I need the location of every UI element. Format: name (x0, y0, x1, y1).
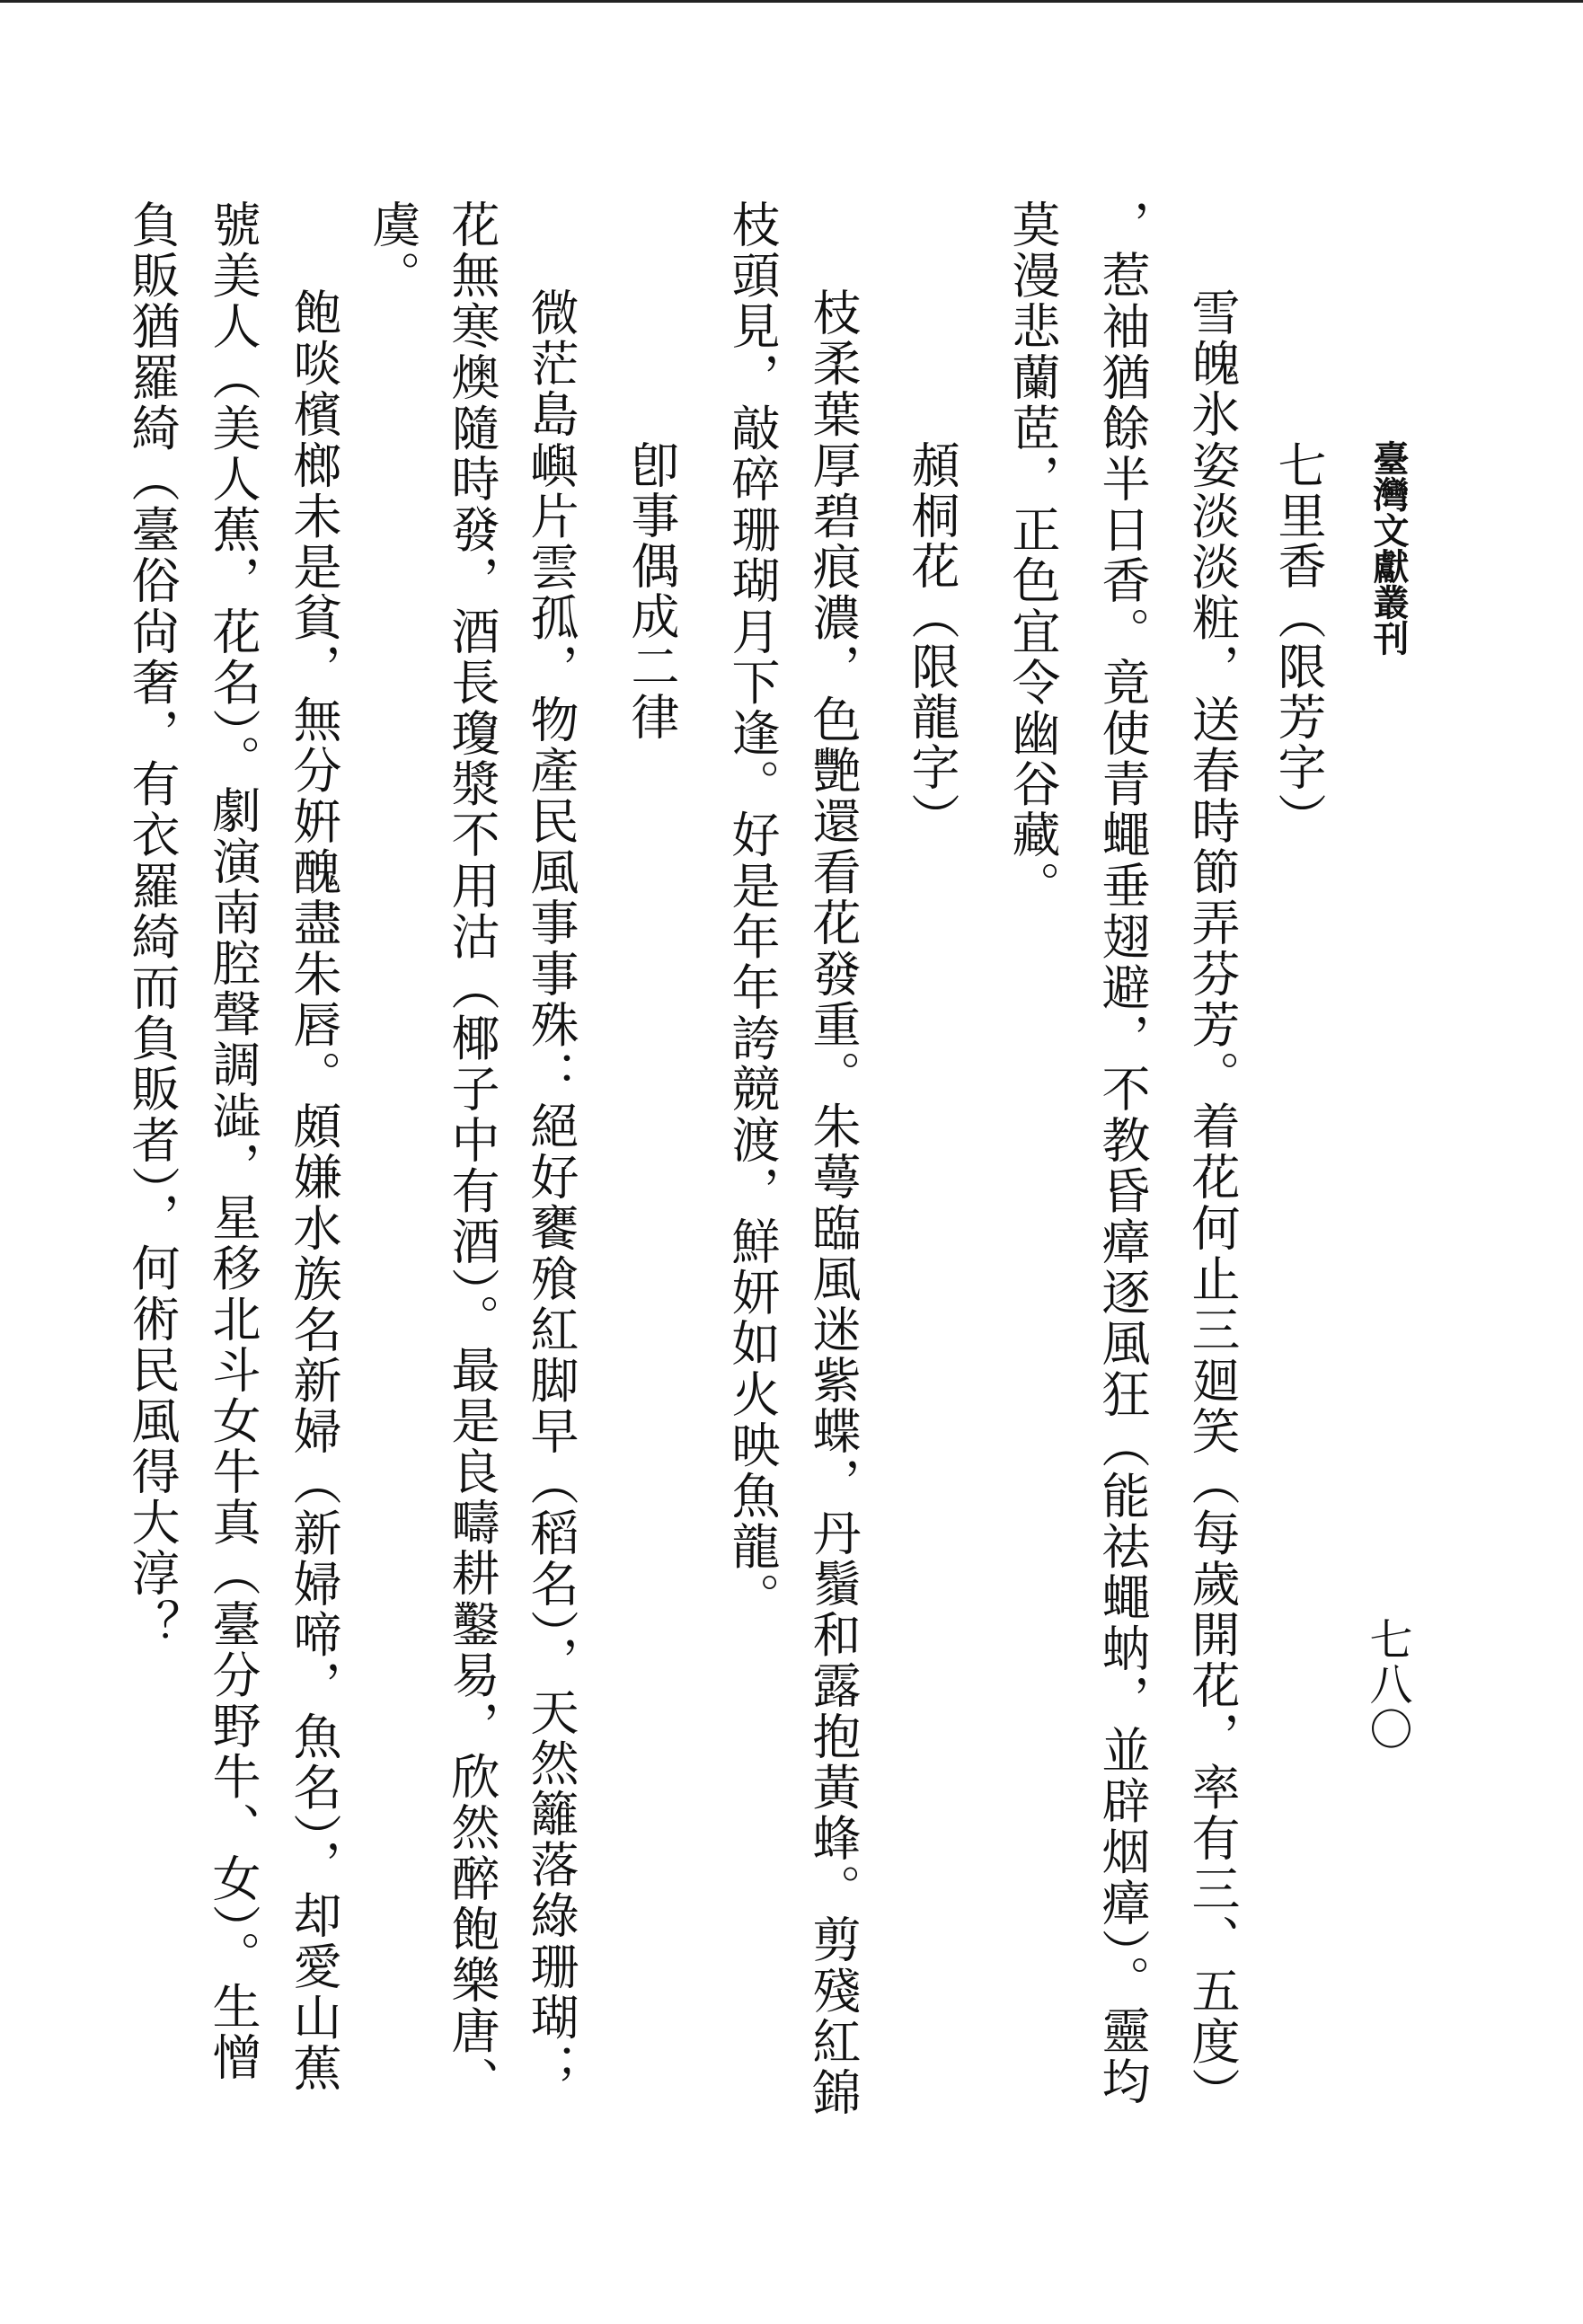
text-column: 虞。 (365, 199, 421, 302)
text-column: 花無寒燠隨時發，酒長瓊漿不用沽（椰子中有酒）。最是良疇耕鑿易，欣然醉飽樂唐、 (444, 199, 500, 2108)
text-column: 枝頭見，敲碎珊瑚月下逢。好是年年誇競渡，鮮妍如火映魚龍。 (724, 199, 781, 1623)
text-column: 飽啖檳榔未是貧，無分姸醜盡朱唇。頗嫌水族名新婦（新婦啼，魚名），却愛山蕉 (286, 287, 342, 2094)
page-number: 七八〇 (1362, 1617, 1412, 1752)
text-column: 雪魄氷姿淡淡粧，送春時節弄芬芳。着花何止三廻笑（每歲開花，率有三、五度） (1184, 287, 1241, 2118)
text-column: 莫漫悲蘭茝，正色宜令幽谷藏。 (1004, 199, 1061, 912)
text-column: 號美人（美人蕉，花名）。劇演南腔聲調澁，星移北斗女牛真（臺分野牛、女）。生憎 (205, 199, 261, 2083)
poem-title-chengtonghua: 頳桐花（限龍字） (904, 440, 960, 843)
text-column: 枝柔葉厚碧痕濃，色艷還看花發重。朱蕚臨風迷紫蝶，丹鬚和露抱黃蜂。剪殘紅錦 (805, 287, 862, 2118)
running-header-title: 臺灣文獻叢刊 (1367, 440, 1410, 656)
text-column: 負販猶羅綺（臺俗尙奢，有衣羅綺而負販者），何術民風得大淳？ (124, 199, 181, 1650)
text-column: 微茫島嶼片雲孤，物產民風事事殊：絕好饔飱紅脚早（稻名），天然籬落綠珊瑚； (523, 287, 579, 2094)
text-column: ，惹袖猶餘半日香。竟使青蠅垂翅避，不教昏瘴逐風狂（能祛蠅蚋，並辟烟瘴）。靈均 (1094, 199, 1151, 2108)
poem-title-jishi-oucheng: 卽事偶成二律 (623, 440, 680, 742)
poem-title-qilixiang: 七里香（限芳字） (1270, 440, 1327, 843)
